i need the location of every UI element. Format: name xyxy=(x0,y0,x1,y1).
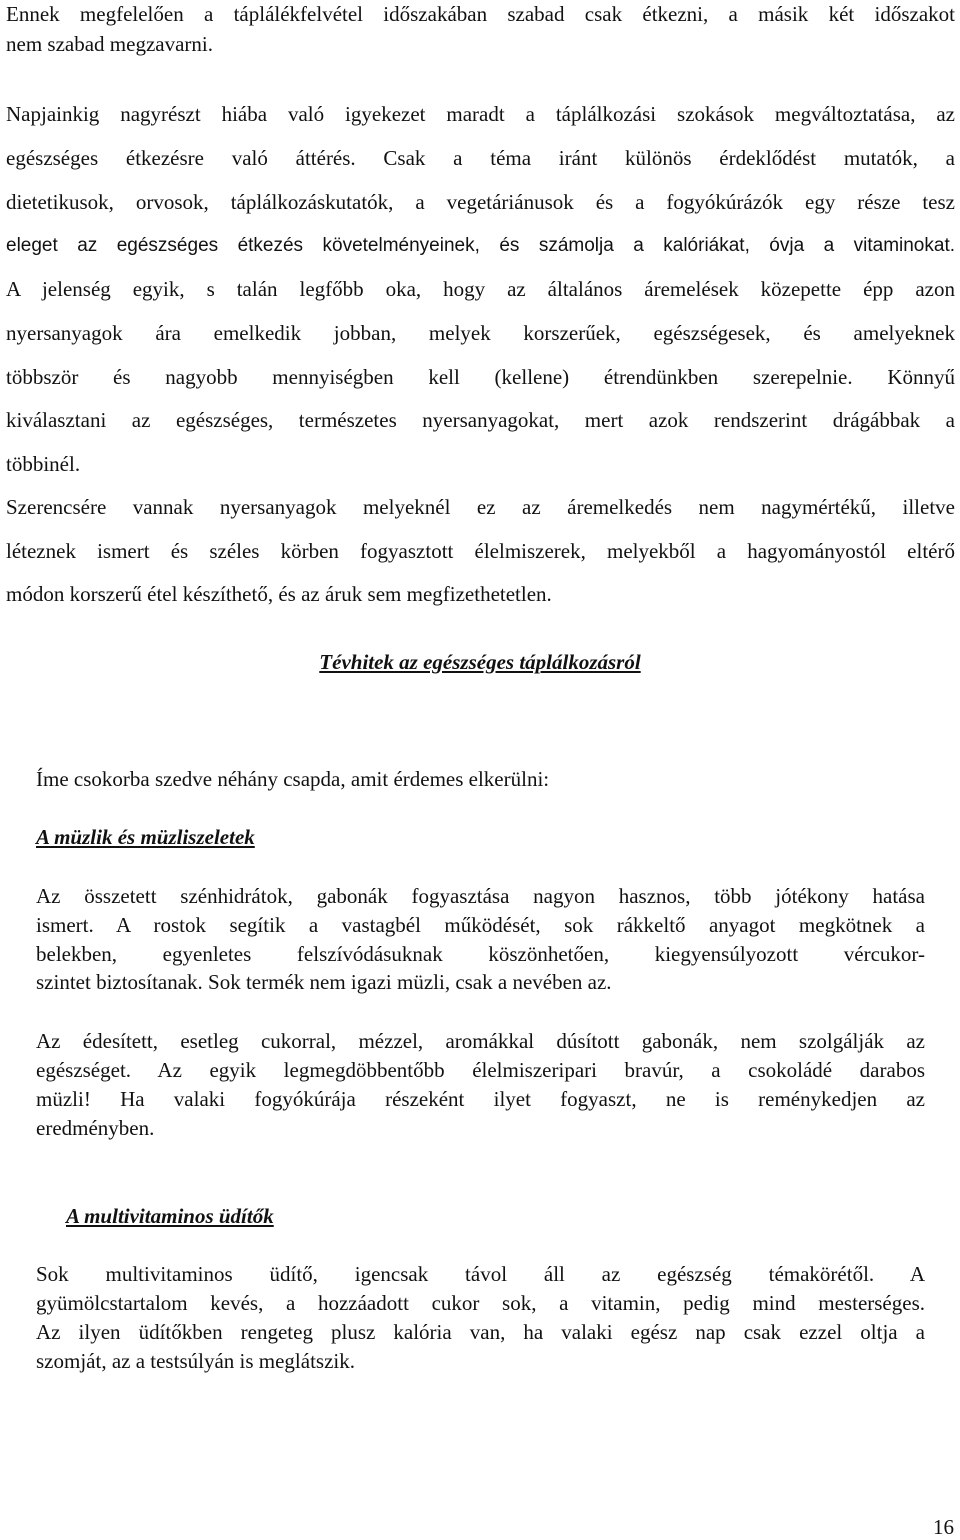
paragraph-line: Az összetett szénhidrátok, gabonák fogyasztása nagyon hasznos, több jótékony hatása xyxy=(36,884,925,908)
paragraph-line: kiválasztani az egészséges, természetes nyersanyagokat, mert azok rendszerint drágábbak a xyxy=(6,408,955,432)
paragraph-line: A jelenség egyik, s talán legfőbb oka, hogy az általános áremelések közepette épp azon xyxy=(6,277,955,301)
paragraph-line: többinél. xyxy=(6,452,81,476)
paragraph-line: többször és nagyobb mennyiségben kell (kellene) étrendünkben szerepelnie. Könnyű xyxy=(6,365,955,389)
intro-text: Íme csokorba szedve néhány csapda, amit érdemes elkerülni: xyxy=(36,767,550,791)
paragraph-line: dietetikusok, orvosok, táplálkozáskutatók, a vegetáriánusok és a fogyókúrázók egy része tesz xyxy=(6,190,955,214)
paragraph-line: eredményben. xyxy=(36,1116,155,1140)
paragraph-line: nem szabad megzavarni. xyxy=(6,32,213,56)
paragraph-line: szomját, az a testsúlyán is meglátszik. xyxy=(36,1349,355,1373)
paragraph-line: Az ilyen üdítőkben rengeteg plusz kalória van, ha valaki egész nap csak ezzel oltja a xyxy=(36,1320,925,1344)
paragraph-line: eleget az egészséges étkezés követelményeinek, és számolja a kalóriákat, óvja a vitaminokat. xyxy=(6,235,955,256)
subheading-multivitamin: A multivitaminos üdítők xyxy=(66,1204,274,1228)
paragraph-line: gyümölcstartalom kevés, a hozzáadott cukor sok, a vitamin, pedig mind mesterséges. xyxy=(36,1291,925,1315)
paragraph-line: müzli! Ha valaki fogyókúrája részeként ilyet fogyaszt, ne is reménykedjen az xyxy=(36,1087,925,1111)
section-title: Tévhitek az egészséges táplálkozásról xyxy=(319,650,641,674)
paragraph-line: Ennek megfelelően a táplálékfelvétel időszakában szabad csak étkezni, a másik két időszakot xyxy=(6,2,955,26)
paragraph-line: egészséget. Az egyik legmegdöbbentőbb élelmiszeripari bravúr, a csokoládé darabos xyxy=(36,1058,925,1082)
paragraph-line: Napjainkig nagyrészt hiába való igyekezet maradt a táplálkozási szokások megváltoztatása, az xyxy=(6,102,955,126)
paragraph-line: léteznek ismert és széles körben fogyasztott élelmiszerek, melyekből a hagyományostól eltérő xyxy=(6,539,955,563)
paragraph-line: szintet biztosítanak. Sok termék nem igazi müzli, csak a nevében az. xyxy=(36,970,612,994)
paragraph-line: nyersanyagok ára emelkedik jobban, melyek korszerűek, egészségesek, és amelyeknek xyxy=(6,321,955,345)
paragraph-line: belekben, egyenletes felszívódásuknak köszönhetően, kiegyensúlyozott vércukor- xyxy=(36,942,925,966)
subheading-muzli: A müzlik és müzliszeletek xyxy=(36,825,255,849)
paragraph-line: egészséges étkezésre való áttérés. Csak a téma iránt különös érdeklődést mutatók, a xyxy=(6,146,955,170)
paragraph-line: Az édesített, esetleg cukorral, mézzel, aromákkal dúsított gabonák, nem szolgálják az xyxy=(36,1029,925,1053)
paragraph-line: Szerencsére vannak nyersanyagok melyeknél ez az áremelkedés nem nagymértékű, illetve xyxy=(6,495,955,519)
paragraph-line: módon korszerű étel készíthető, és az áruk sem megfizethetetlen. xyxy=(6,582,552,606)
paragraph-line: ismert. A rostok segítik a vastagbél működését, sok rákkeltő anyagot megkötnek a xyxy=(36,913,925,937)
page-number: 16 xyxy=(933,1515,954,1539)
paragraph-line: Sok multivitaminos üdítő, igencsak távol áll az egészség témakörétől. A xyxy=(36,1262,925,1286)
